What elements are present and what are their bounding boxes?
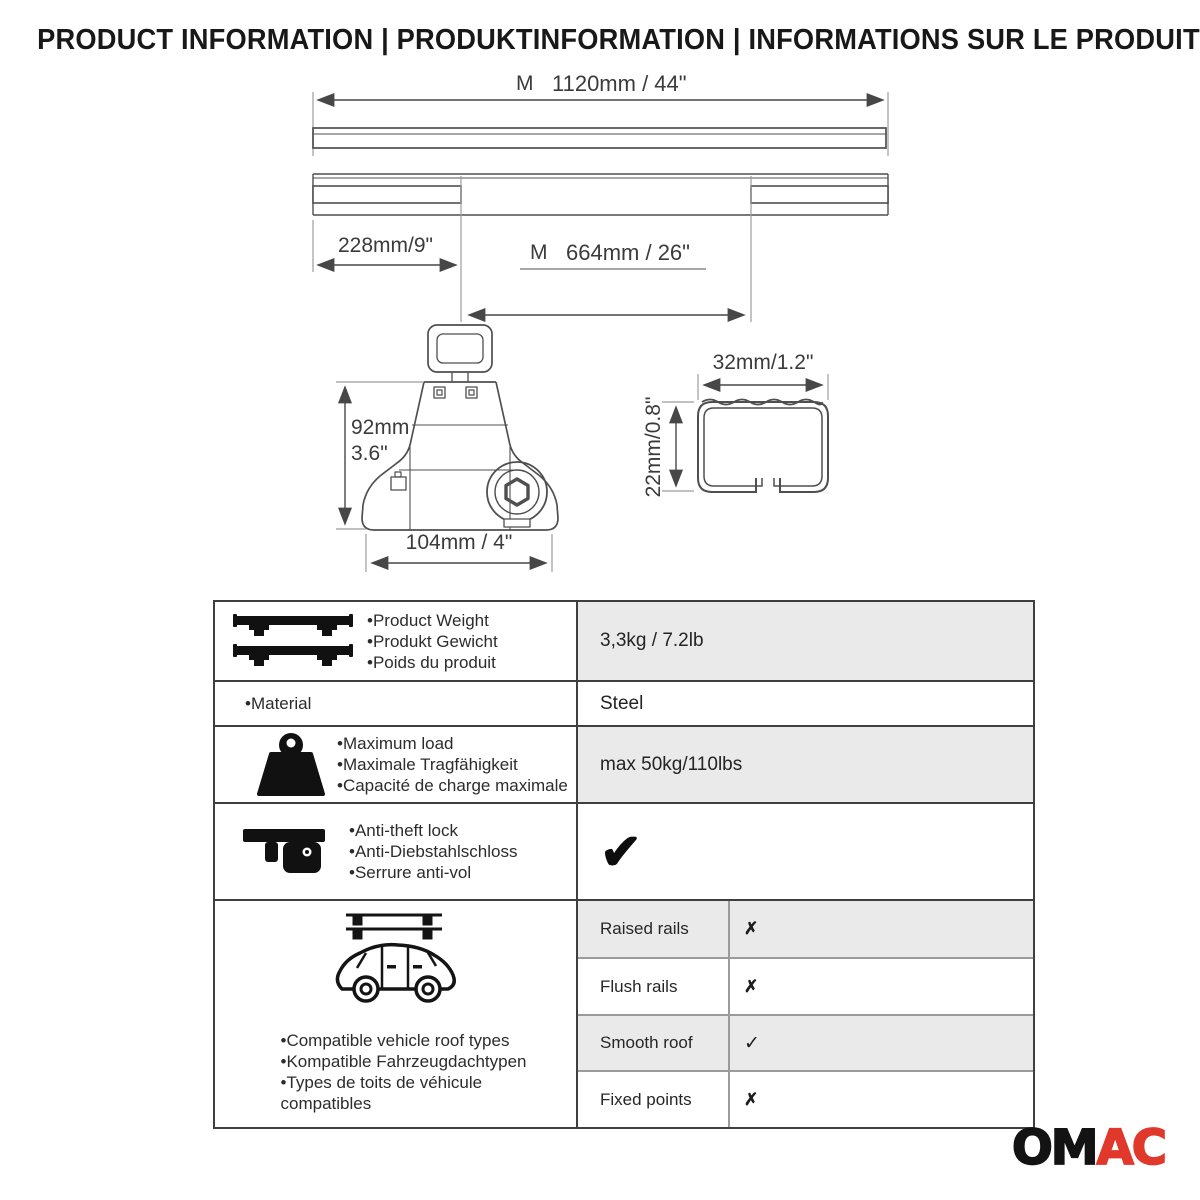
label-line: •Types de toits de véhicule compatibles bbox=[280, 1073, 483, 1113]
subrow-smooth-roof bbox=[578, 1014, 1033, 1071]
table-row-anti-theft bbox=[215, 802, 1033, 899]
page-title-text: PRODUCT INFORMATION | PRODUKTINFORMATION | INFORMATIONS SUR LE PRODUIT bbox=[37, 24, 1200, 56]
c-profile-drawing bbox=[698, 400, 828, 493]
label-line: •Poids du produit bbox=[367, 652, 496, 672]
anti-theft-lock-icon bbox=[241, 821, 339, 883]
dim-span-prefix: M bbox=[530, 241, 548, 264]
dim-foot-height-in: 3.6" bbox=[351, 442, 388, 465]
label-line: •Product Weight bbox=[367, 610, 489, 630]
table-row-product-weight bbox=[215, 602, 1033, 680]
label-line: •Serrure anti-vol bbox=[349, 863, 472, 882]
label-line: •Maximale Tragfähigkeit bbox=[337, 755, 518, 774]
subrow-fixed-points bbox=[578, 1070, 1033, 1127]
roof-types-subtable bbox=[578, 901, 1033, 1127]
logo-red-part: AC bbox=[1096, 1120, 1165, 1176]
bottom-crossbar-drawing bbox=[313, 174, 888, 215]
anti-theft-label-cell bbox=[215, 804, 578, 899]
dim-profile-width-label: 32mm/1.2" bbox=[712, 351, 814, 374]
roof-type-name: Raised rails bbox=[578, 901, 730, 957]
check-mark: ✔ bbox=[600, 823, 642, 880]
material-label-cell bbox=[215, 682, 578, 725]
roof-type-mark: ✗ bbox=[744, 1089, 759, 1109]
roof-type-name: Flush rails bbox=[578, 959, 730, 1014]
car-roof-icon bbox=[330, 909, 462, 1013]
roof-types-label-cell bbox=[215, 901, 578, 1127]
material-label: •Material bbox=[245, 694, 312, 713]
profile-height-extensions bbox=[662, 402, 694, 491]
car-icon-wrap bbox=[330, 909, 462, 1018]
top-crossbar-drawing bbox=[313, 128, 886, 148]
dim-profile-height-label: 22mm/0.8" bbox=[642, 396, 665, 498]
material-value: Steel bbox=[600, 692, 644, 714]
label-line: •Anti-Diebstahlschloss bbox=[349, 842, 518, 861]
roof-type-name: Fixed points bbox=[578, 1072, 730, 1127]
label-line: •Produkt Gewicht bbox=[367, 631, 498, 651]
subrow-flush-rails bbox=[578, 957, 1033, 1014]
roof-type-mark: ✗ bbox=[730, 901, 1033, 957]
logo-black-part: OM bbox=[1012, 1120, 1097, 1176]
dim-total-prefix: M bbox=[516, 72, 534, 95]
roof-type-name: Smooth roof bbox=[578, 1016, 730, 1071]
crossbar-total-dimension bbox=[313, 92, 888, 156]
table-row-material bbox=[215, 680, 1033, 725]
dim-span-label: 664mm / 26" bbox=[566, 240, 690, 265]
table-row-max-load bbox=[215, 725, 1033, 802]
max-load-label-cell bbox=[215, 727, 578, 802]
omac-logo bbox=[1012, 1120, 1165, 1176]
label-line: •Kompatible Fahrzeugdachtypen bbox=[280, 1052, 527, 1071]
roof-type-mark: ✓ bbox=[730, 1016, 1033, 1071]
rack-bars-icon bbox=[233, 612, 353, 670]
dim-total-label: 1120mm / 44" bbox=[552, 71, 687, 96]
spec-table bbox=[213, 600, 1035, 1129]
product-weight-value: 3,3kg / 7.2lb bbox=[578, 602, 1033, 680]
label-line: •Capacité de charge maximale bbox=[337, 776, 568, 795]
weight-icon bbox=[253, 732, 329, 798]
anti-theft-value-cell bbox=[578, 804, 1033, 899]
product-weight-label-cell bbox=[215, 602, 578, 680]
label-line: •Compatible vehicle roof types bbox=[280, 1031, 510, 1050]
label-line: •Anti-theft lock bbox=[349, 821, 458, 840]
max-load-value: max 50kg/110lbs bbox=[578, 727, 1033, 802]
roof-type-mark: ✗ bbox=[744, 976, 759, 996]
subrow-raised-rails bbox=[578, 901, 1033, 957]
profile-width-extensions bbox=[698, 374, 828, 400]
roof-types-labels bbox=[251, 1030, 541, 1114]
dim-foot-width-label: 104mm / 4" bbox=[405, 531, 513, 554]
dim-offset-label: 228mm/9" bbox=[338, 234, 433, 257]
label-line: •Maximum load bbox=[337, 734, 454, 753]
max-load-labels bbox=[337, 733, 568, 796]
table-row-roof-types bbox=[215, 899, 1033, 1127]
product-weight-labels bbox=[367, 610, 498, 673]
anti-theft-labels bbox=[349, 820, 517, 883]
dim-foot-height-mm: 92mm bbox=[351, 416, 410, 439]
